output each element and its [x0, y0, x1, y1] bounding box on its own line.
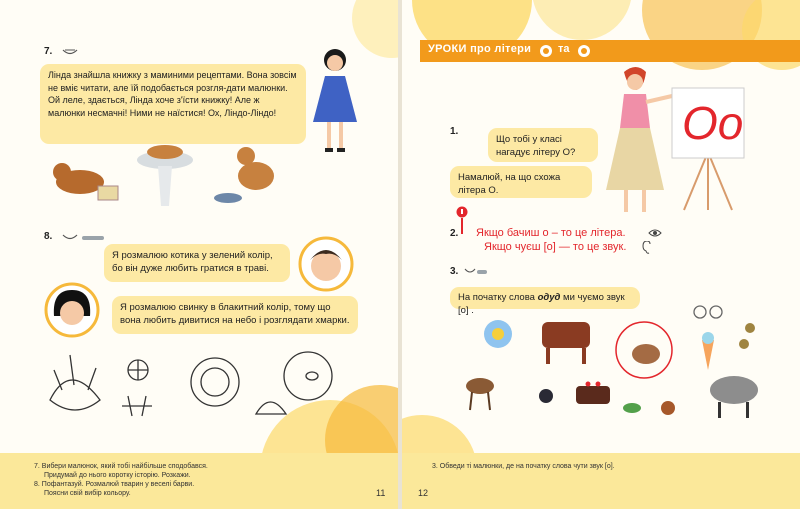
task3-text-before: На початку слова	[458, 292, 538, 303]
task1-bubble1-text: Що тобі у класі нагадує літеру О?	[496, 134, 576, 158]
left-page	[0, 0, 398, 509]
dog-bowl-illustration	[212, 140, 287, 210]
girl-illustration	[305, 44, 365, 156]
left-footer-line4: Поясни свій вибір кольору.	[44, 490, 131, 497]
task8-bubble1	[104, 244, 290, 282]
task2-number: 2.	[450, 228, 459, 239]
eye-icon	[648, 228, 662, 238]
task3-text-after: ми чуємо звук [о] .	[458, 292, 625, 316]
task1-bubble2-text: Намалюй, на що схожа літера О.	[458, 172, 561, 196]
task3-word: одуд	[537, 292, 561, 303]
exclamation-icon	[456, 206, 468, 236]
teacher-illustration	[598, 62, 674, 222]
rule-line2: Якщо чуєш [о] — то це звук.	[484, 241, 627, 253]
task8-bubble2-text: Я розмалюю свинку в блакитний колір, тому що вона любить дивитися на небо і розглядати хмарки.	[120, 302, 350, 326]
left-page-number: 11	[376, 488, 386, 498]
right-page-number: 12	[418, 488, 429, 498]
lesson-header-conj: та	[558, 43, 570, 55]
easel-letters: Оо	[682, 97, 744, 149]
lesson-header-title: УРОКИ про літери	[428, 43, 532, 55]
task8-number: 8.	[44, 231, 53, 242]
boy-avatar	[298, 236, 354, 292]
task1-number: 1.	[450, 126, 459, 137]
task8-bubble2	[112, 296, 358, 334]
girl-avatar	[44, 282, 100, 338]
task1-bubble2	[450, 166, 592, 198]
left-footer-line3: 8. Пофантазуй. Розмалюй тварин у веселі барви.	[34, 481, 195, 488]
task3-icons	[464, 266, 488, 278]
task7-number: 7.	[44, 46, 53, 57]
right-footer-line: 3. Обведи ті малюнки, де на початку слова чути звук [о].	[432, 463, 615, 470]
letter-o-circle-icon	[540, 45, 552, 57]
dog-sink-illustration	[130, 140, 200, 210]
dog-book-illustration	[44, 150, 124, 210]
right-page	[402, 0, 800, 509]
letter-o-circle-small-icon	[578, 45, 590, 57]
task8-icons	[62, 233, 106, 243]
coloring-animals	[40, 340, 360, 430]
ear-icon	[642, 241, 652, 255]
look-icon	[62, 47, 78, 57]
task7-text: Лінда знайшла книжку з маминими рецептами. Вона зовсім не вміє читати, але їй подобається розгля-дати малюнки. Ой леле, здається, Лінда хоче з'їсти книжку! Але ж малюнки несмачні! Ними не наїстися! Ох, Ліндо-Ліндо!	[48, 70, 297, 118]
task1-bubble1	[488, 128, 598, 162]
rule-line1: Якщо бачиш о – то це літера.	[476, 227, 626, 239]
task7-bubble	[40, 64, 306, 144]
task8-bubble1-text: Я розмалюю котика у зелений колір, бо він дуже любить гратися в траві.	[112, 250, 273, 274]
left-footer-line2: Придумай до нього коротку історію. Розкажи.	[44, 472, 191, 479]
task3-number: 3.	[450, 266, 459, 277]
left-footer-line1: 7. Вибери малюнок, який тобі найбільше сподобався.	[34, 463, 208, 470]
picture-grid	[432, 298, 792, 428]
